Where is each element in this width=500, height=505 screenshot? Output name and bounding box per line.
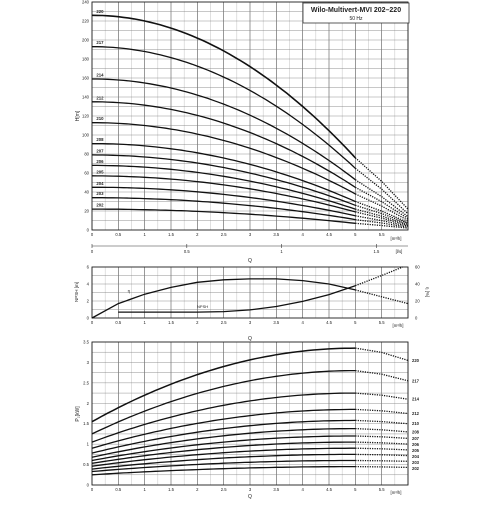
- y-tick-label: 20: [84, 208, 89, 214]
- y-tick-label: 6: [86, 264, 89, 270]
- x-tick-label: 5.5: [378, 232, 385, 237]
- x-tick-label: 3: [248, 487, 252, 492]
- y-tick-label: 80: [84, 151, 89, 157]
- x-axis-label: Q: [248, 336, 252, 342]
- power-curve-label: 220: [412, 357, 419, 363]
- y-tick-label: 0.5: [83, 462, 89, 468]
- x-unit-label: [m³/h]: [390, 490, 402, 495]
- y-tick-label: 2.5: [83, 380, 89, 386]
- chart-subtitle: 50 Hz: [349, 16, 363, 22]
- power-curve-label: 204: [412, 453, 419, 459]
- x-tick-label: 2: [196, 487, 199, 492]
- x-tick-label: 5.5: [378, 320, 385, 325]
- x-unit-label: [m³/h]: [392, 323, 404, 328]
- y-tick-label: 3.5: [83, 339, 89, 345]
- chart-title: Wilo-Multivert-MVI 202–220: [310, 7, 402, 14]
- head-curve-label: 208: [96, 137, 104, 143]
- y-axis-label: H[m]: [75, 110, 81, 122]
- y-tick-label-right: 20: [415, 298, 420, 304]
- y-tick-label: 180: [82, 56, 89, 62]
- head-curve-label: 217: [96, 40, 104, 46]
- x-tick-label: 2.5: [220, 232, 227, 237]
- x-tick-label: 0: [90, 232, 94, 237]
- y-tick-label: 0: [86, 227, 89, 233]
- x-tick-label: 2.5: [220, 320, 227, 325]
- y-tick-label: 140: [82, 94, 89, 100]
- head-curve-label: 202: [96, 202, 104, 208]
- power-curve-label: 207: [412, 435, 419, 441]
- y-tick-label: 0: [86, 315, 89, 321]
- y-tick-label: 4: [86, 281, 89, 287]
- power-curve-label: 214: [412, 396, 419, 402]
- head-curve-label: 212: [96, 95, 104, 101]
- head-curve-label: 203: [96, 191, 104, 197]
- x-tick-label: 3: [248, 232, 252, 237]
- x-tick-label: 4.5: [326, 232, 332, 237]
- x-tick-label: 5: [354, 320, 357, 325]
- x-unit-secondary-label: [l/s]: [395, 249, 403, 254]
- x-tick-label: 1.5: [168, 320, 174, 325]
- y-tick-label: 160: [82, 75, 89, 81]
- x-tick-label: 3.5: [273, 487, 280, 492]
- power-curve-label: 205: [412, 447, 419, 453]
- x-tick-label: 3.5: [273, 232, 280, 237]
- x-tick-label: 3.5: [273, 320, 280, 325]
- y-tick-label: 100: [82, 132, 89, 138]
- y-tick-label: 1: [86, 441, 89, 447]
- x-axis-label: Q: [248, 494, 252, 500]
- x-unit-label: [m³/h]: [390, 236, 402, 241]
- secondary-tick-label: 1.5: [373, 249, 380, 254]
- x-tick-label: 4.5: [326, 320, 332, 325]
- x-tick-label: 5: [354, 487, 357, 492]
- y-tick-label: 1.5: [83, 421, 89, 427]
- y-tick-label: 60: [84, 170, 89, 176]
- y-axis-label-right: η [%]: [425, 286, 430, 298]
- y-tick-label: 220: [82, 18, 89, 24]
- efficiency-curve-label: η: [127, 288, 131, 294]
- x-tick-label: 1: [143, 320, 146, 325]
- x-tick-label: 2: [196, 232, 199, 237]
- y-tick-label: 200: [82, 37, 89, 43]
- x-tick-label: 3: [248, 320, 252, 325]
- head-curve-label: 204: [96, 180, 104, 186]
- x-tick-label: 4: [301, 320, 304, 325]
- power-curve-label: 208: [412, 429, 419, 435]
- x-tick-label: 5: [354, 232, 357, 237]
- power-curve-label: 210: [412, 421, 419, 427]
- x-tick-label: 4: [301, 232, 304, 237]
- y-tick-label: 3: [86, 359, 89, 365]
- x-tick-label: 0.5: [115, 487, 122, 492]
- head-curve-label: 205: [96, 169, 104, 175]
- x-tick-label: 0: [90, 487, 94, 492]
- power-curve-label: 203: [412, 459, 419, 465]
- y-tick-label: 2: [86, 298, 89, 304]
- x-tick-label: 4.5: [326, 487, 332, 492]
- x-tick-label: 1.5: [168, 232, 174, 237]
- y-tick-label: 2: [86, 400, 89, 406]
- secondary-tick-label: 1: [280, 249, 283, 254]
- x-tick-label: 5.5: [378, 487, 385, 492]
- power-curve-label: 212: [412, 411, 419, 416]
- y-tick-label-right: 40: [415, 281, 420, 287]
- power-curve-label: 206: [412, 441, 419, 447]
- head-curve-label: 220: [96, 8, 104, 14]
- y-tick-label: 120: [82, 113, 89, 119]
- x-tick-label: 1.5: [168, 487, 174, 492]
- x-tick-label: 0.5: [115, 320, 122, 325]
- x-tick-label: 4: [301, 487, 304, 492]
- x-tick-label: 1: [143, 232, 146, 237]
- head-curve-label: 206: [96, 158, 104, 164]
- x-axis-label: Q: [248, 258, 252, 264]
- head-curve-label: 214: [96, 72, 104, 78]
- power-curve-label: 217: [412, 378, 419, 384]
- y-tick-label-right: 60: [415, 264, 420, 270]
- x-tick-label: 1: [143, 487, 146, 492]
- secondary-tick-label: 0.5: [183, 249, 190, 254]
- secondary-tick-label: 0: [90, 249, 94, 254]
- title-box: [303, 3, 409, 23]
- y-tick-label: 40: [84, 189, 89, 195]
- power-curve-label: 202: [412, 465, 419, 471]
- x-tick-label: 0.5: [115, 232, 122, 237]
- y-axis-label: P₂[kW]: [75, 406, 81, 422]
- y-tick-label: 240: [82, 0, 89, 5]
- head-curve-label: 210: [96, 116, 104, 122]
- head-curve-label: 207: [96, 148, 104, 154]
- y-axis-label: NPSH [m]: [74, 281, 79, 303]
- npsh-curve-label: NPSH: [197, 304, 209, 310]
- x-tick-label: 0: [90, 320, 94, 325]
- y-tick-label-right: 0: [415, 315, 418, 321]
- x-tick-label: 2.5: [220, 487, 227, 492]
- x-tick-label: 2: [196, 320, 199, 325]
- y-tick-label: 0: [86, 482, 89, 488]
